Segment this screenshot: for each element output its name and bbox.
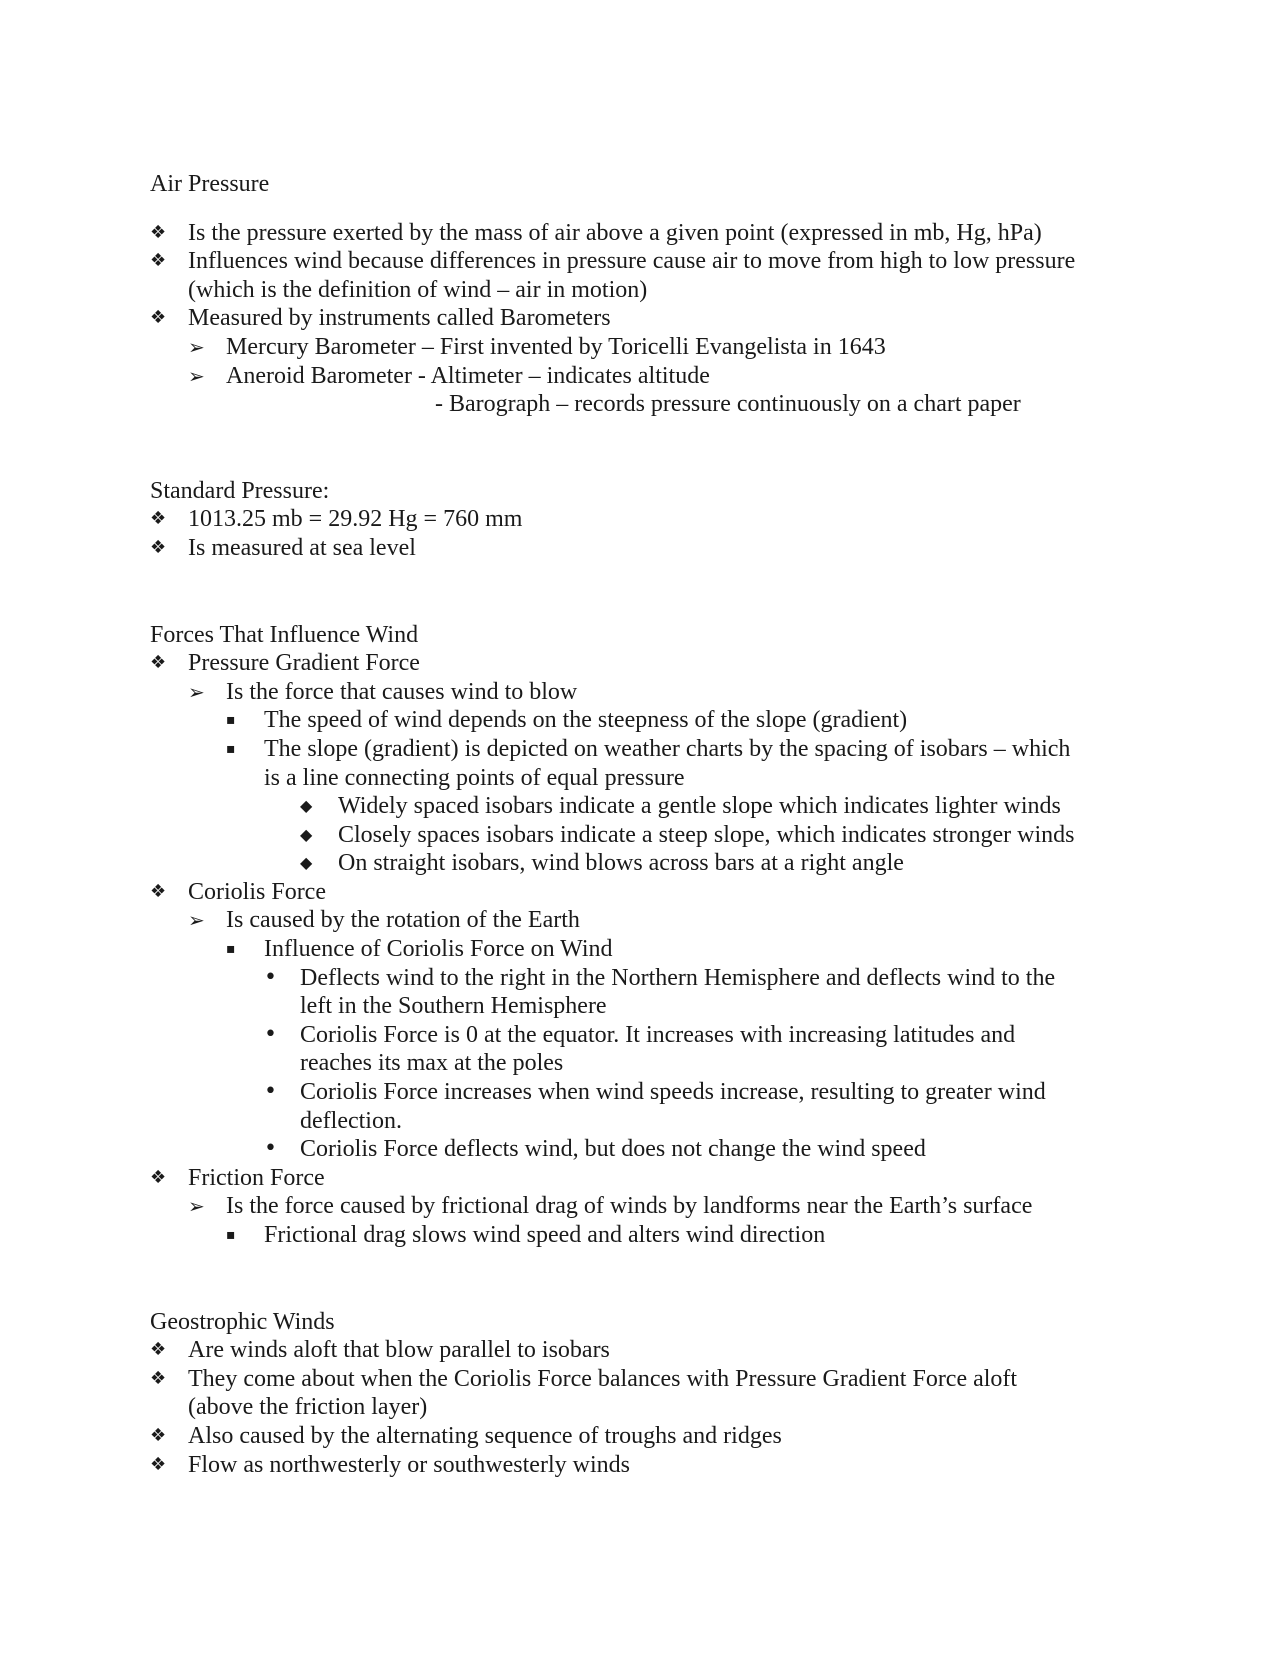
list-item-continuation: left in the Southern Hemisphere: [300, 993, 607, 1020]
spacer: [150, 419, 1150, 477]
list-item: [150, 505, 1150, 534]
list-item-text: Influence of Coriolis Force on Wind: [264, 936, 613, 963]
list-item: [150, 219, 1150, 248]
four-diamond-bullet-icon: ❖: [150, 1453, 167, 1475]
list-item-text: Deflects wind to the right in the Northern Hemisphere and deflects wind to the: [300, 964, 1056, 991]
list-item-text: Widely spaced isobars indicate a gentle slope which indicates lighter winds: [338, 793, 1061, 820]
dot-bullet-icon: •: [264, 964, 277, 990]
four-diamond-bullet-icon: ❖: [150, 880, 167, 902]
list-item-text: Influences wind because differences in pressure cause air to move from high to low pressure: [188, 248, 1076, 275]
list-item-text: Aneroid Barometer - Altimeter – indicates altitude: [226, 362, 710, 389]
list-item-continuation: reaches its max at the poles: [300, 1050, 564, 1077]
arrow-bullet-icon: ➢: [188, 363, 205, 388]
list-item-text: Also caused by the alternating sequence of troughs and ridges: [188, 1422, 782, 1449]
list-item-text: Is the force caused by frictional drag of winds by landforms near the Earth’s surface: [226, 1193, 1033, 1220]
list-item-text: Coriolis Force is 0 at the equator. It increases with increasing latitudes and: [300, 1021, 1016, 1048]
four-diamond-bullet-icon: ❖: [150, 652, 167, 674]
four-diamond-bullet-icon: ❖: [150, 250, 167, 272]
spacer: [150, 199, 1150, 219]
heading-air-pressure: Air Pressure: [150, 171, 270, 197]
list-item-text: The speed of wind depends on the steepness of the slope (gradient): [264, 707, 908, 734]
list-item-text: Is measured at sea level: [188, 534, 416, 561]
list-item: [150, 1221, 1150, 1250]
dot-bullet-icon: •: [264, 1136, 277, 1162]
list-item: [150, 1451, 1150, 1480]
list-item: [150, 849, 1150, 878]
four-diamond-bullet-icon: ❖: [150, 1367, 167, 1389]
list-item-text: 1013.25 mb = 29.92 Hg = 760 mm: [188, 506, 523, 533]
list-item: [150, 1164, 1150, 1193]
diamond-bullet-icon: ◆: [300, 853, 313, 873]
list-item-continuation: (which is the definition of wind – air in motion): [188, 276, 648, 303]
list-item-continuation: (above the friction layer): [188, 1394, 428, 1421]
spacer: [150, 1250, 1150, 1308]
list-item: [150, 1192, 1150, 1221]
list-item: [150, 935, 1150, 964]
list-item: [150, 1365, 1150, 1394]
list-item: [150, 1422, 1150, 1451]
list-item: [150, 247, 1150, 276]
list-item: [150, 906, 1150, 935]
list-item-text: Friction Force: [188, 1164, 325, 1191]
dot-bullet-icon: •: [264, 1021, 277, 1047]
list-item: [150, 964, 1150, 993]
list-item: [150, 821, 1150, 850]
arrow-bullet-icon: ➢: [188, 1194, 205, 1219]
list-item: [150, 362, 1150, 391]
list-item: [150, 878, 1150, 907]
four-diamond-bullet-icon: ❖: [150, 221, 167, 243]
list-item: [150, 706, 1150, 735]
list-item-text: Coriolis Force deflects wind, but does not change the wind speed: [300, 1136, 926, 1163]
list-item: [150, 333, 1150, 362]
list-item-text: The slope (gradient) is depicted on weather charts by the spacing of isobars – which: [264, 735, 1071, 762]
list-item-text: On straight isobars, wind blows across bars at a right angle: [338, 850, 904, 877]
list-item: [150, 304, 1150, 333]
four-diamond-bullet-icon: ❖: [150, 536, 167, 558]
list-item-continuation: is a line connecting points of equal pressure: [264, 764, 685, 791]
list-item: [150, 1021, 1150, 1050]
list-item-text: Coriolis Force: [188, 878, 326, 905]
four-diamond-bullet-icon: ❖: [150, 307, 167, 329]
list-item-text: Closely spaces isobars indicate a steep slope, which indicates stronger winds: [338, 821, 1075, 848]
list-item-text: Frictional drag slows wind speed and alters wind direction: [264, 1222, 826, 1248]
list-item: [150, 649, 1150, 678]
list-item-text: Pressure Gradient Force: [188, 650, 420, 677]
arrow-bullet-icon: ➢: [188, 334, 205, 359]
arrow-bullet-icon: ➢: [188, 679, 205, 704]
document-page: [150, 170, 1150, 1479]
list-item-continuation: deflection.: [300, 1107, 402, 1134]
heading-forces: Forces That Influence Wind: [150, 621, 419, 648]
square-bullet-icon: ▪: [226, 941, 236, 958]
diamond-bullet-icon: ◆: [300, 796, 313, 816]
four-diamond-bullet-icon: ❖: [150, 1424, 167, 1446]
list-item-continuation: - Barograph – records pressure continuously on a chart paper: [435, 391, 1021, 418]
list-item: [150, 1135, 1150, 1164]
list-item: [150, 534, 1150, 563]
square-bullet-icon: ▪: [226, 740, 236, 757]
diamond-bullet-icon: ◆: [300, 824, 313, 844]
four-diamond-bullet-icon: ❖: [150, 1166, 167, 1188]
square-bullet-icon: ▪: [226, 1227, 236, 1243]
list-item-text: Flow as northwesterly or southwesterly winds: [188, 1451, 630, 1478]
list-item: [150, 678, 1150, 707]
four-diamond-bullet-icon: ❖: [150, 1339, 167, 1361]
list-item: [150, 1078, 1150, 1107]
list-item-text: Is the force that causes wind to blow: [226, 678, 578, 705]
list-item-text: Mercury Barometer – First invented by Toricelli Evangelista in 1643: [226, 333, 886, 360]
list-item: [150, 735, 1150, 764]
list-item-text: Coriolis Force increases when wind speeds increase, resulting to greater wind: [300, 1079, 1046, 1106]
list-item-text: Is caused by the rotation of the Earth: [226, 907, 580, 934]
heading-geostrophic-winds: Geostrophic Winds: [150, 1308, 335, 1335]
list-item-text: Measured by instruments called Barometers: [188, 305, 611, 332]
square-bullet-icon: ▪: [226, 712, 236, 729]
list-item: [150, 1336, 1150, 1365]
heading-standard-pressure: Standard Pressure:: [150, 477, 330, 504]
four-diamond-bullet-icon: ❖: [150, 508, 167, 530]
list-item-text: They come about when the Coriolis Force balances with Pressure Gradient Force aloft: [188, 1365, 1018, 1392]
spacer: [150, 563, 1150, 621]
list-item-text: Are winds aloft that blow parallel to isobars: [188, 1337, 610, 1364]
list-item-text: Is the pressure exerted by the mass of air above a given point (expressed in mb, Hg, hPa): [188, 219, 1042, 246]
dot-bullet-icon: •: [264, 1079, 277, 1105]
list-item: [150, 792, 1150, 821]
arrow-bullet-icon: ➢: [188, 908, 205, 933]
